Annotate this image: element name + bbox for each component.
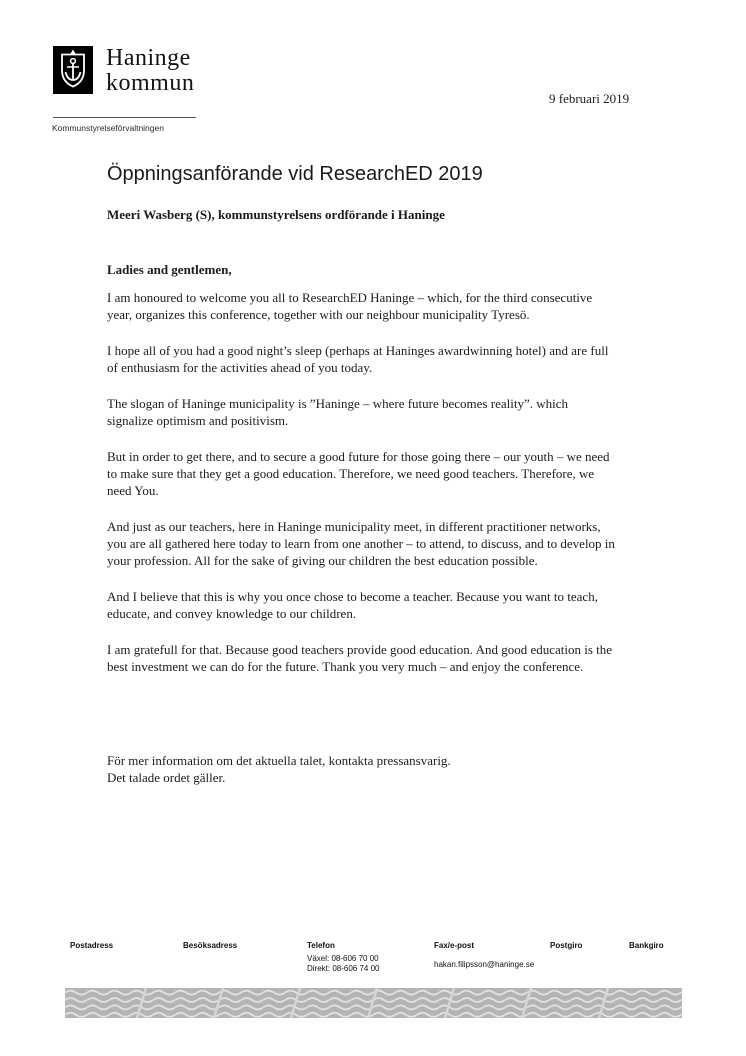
org-logo-block: [53, 46, 194, 96]
footer-col-label: Telefon: [307, 941, 335, 950]
paragraph: And just as our teachers, here in Haninge municipality meet, in different practitioner networks, you are all gathered here today to learn from one another – to attend, to discuss, and to develop in your profession. All for the sake of giving our children the best education possible.: [107, 519, 615, 568]
salutation: Ladies and gentlemen,: [107, 262, 232, 277]
footer-wave-decoration: [65, 988, 682, 1018]
footer-col-postadress: [70, 941, 113, 954]
footer-phone-direct: Direkt: 08-606 74 00: [307, 964, 380, 973]
press-contact-note: [107, 752, 615, 786]
page-title: Öppningsanförande vid ResearchED 2019: [107, 163, 483, 185]
paragraph: I hope all of you had a good night’s sleep (perhaps at Haninges awardwinning hotel) and are full of enthusiasm for the activities ahead of you today.: [107, 343, 609, 375]
paragraph: I am gratefull for that. Because good teachers provide good education. And good education is the best investment we can do for the future. Thank you very much – and enjoy the conference.: [107, 642, 613, 674]
paragraph: And I believe that this is why you once chose to become a teacher. Because you want to teach, educate, and convey knowledge to our children.: [107, 589, 598, 621]
footer-col-besoksadress: [183, 941, 237, 954]
press-contact-line1: För mer information om det aktuella talet, kontakta pressansvarig.: [107, 753, 451, 768]
paragraph: But in order to get there, and to secure a good future for those going there – our youth – we need to make sure that they get a good education. Therefore, we need good teachers. Therefore, we need You.: [107, 449, 610, 498]
paragraph: I am honoured to welcome you all to ResearchED Haninge – which, for the third consecutive year, organizes this conference, together with our neighbour municipality Tyresö.: [107, 290, 593, 322]
footer-col-label: Besöksadress: [183, 941, 238, 950]
haninge-coat-of-arms-icon: [53, 46, 93, 94]
header-divider: [53, 117, 196, 118]
page-subtitle: Meeri Wasberg (S), kommunstyrelsens ordförande i Haninge: [107, 207, 445, 222]
org-name: [106, 46, 194, 96]
footer-col-telefon: [307, 941, 380, 974]
document-date: 9 februari 2019: [549, 91, 630, 106]
paragraph: The slogan of Haninge municipality is ”Haninge – where future becomes reality”. which signalize optimism and positivism.: [107, 396, 568, 428]
footer-col-bankgiro: [629, 941, 664, 954]
footer-col-label: Postgiro: [550, 941, 583, 950]
footer-contact-columns: [0, 941, 746, 981]
footer-email: hakan.filipsson@haninge.se: [434, 960, 535, 969]
footer-col-label: Bankgiro: [629, 941, 664, 950]
footer-phone-switchboard: Växel: 08-606 70 00: [307, 954, 379, 963]
press-contact-line2: Det talade ordet gäller.: [107, 770, 226, 785]
footer-col-fax-epost: [434, 941, 534, 970]
department-name: Kommunstyrelseförvaltningen: [52, 123, 164, 133]
org-name-line1: Haninge: [106, 45, 191, 71]
footer-col-label: Postadress: [70, 941, 114, 950]
org-name-line2: kommun: [106, 70, 195, 96]
footer-col-postgiro: [550, 941, 582, 954]
footer-col-label: Fax/e-post: [434, 941, 475, 950]
document-body: [107, 261, 615, 694]
